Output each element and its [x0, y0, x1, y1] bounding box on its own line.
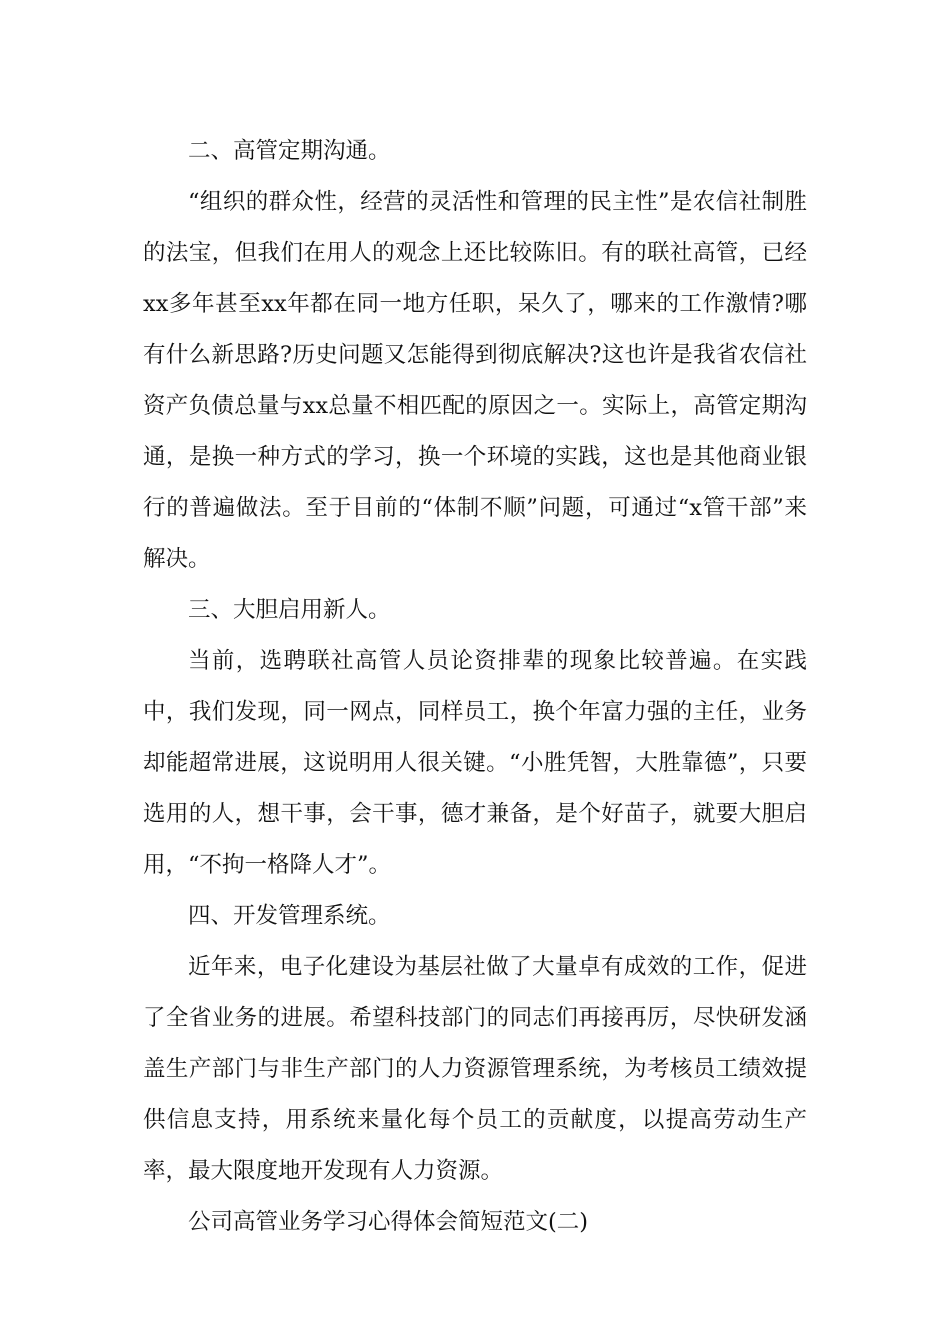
article-title-2: 公司高管业务学习心得体会简短范文(二) — [188, 1209, 589, 1235]
body-paragraph-3: 近年来，电子化建设为基层社做了大量卓有成效的工作，促进了全省业务的进展。希望科技部门的同志们再接再厉，尽快研发涵盖生产部门与非生产部门的人力资源管理系统，为考核员工绩效提供信息支持，用系统来量化每个员工的贡献度，以提高劳动生产率，最大限度地开发现有人力资源。 — [143, 954, 807, 1184]
section-heading-3: 三、大胆启用新人。 — [188, 597, 391, 623]
body-paragraph-1: “组织的群众性，经营的灵活性和管理的民主性”是农信社制胜的法宝，但我们在用人的观念上还比较陈旧。有的联社高管，已经xx多年甚至xx年都在同一地方任职，呆久了，哪来的工作激情?哪有什么新思路?历史问题又怎能得到彻底解决?这也许是我省农信社资产负债总量与xx总量不相匹配的原因之一。实际上，高管定期沟通，是换一种方式的学习，换一个环境的实践，这也是其他商业银行的普遍做法。至于目前的“体制不顺”问题，可通过“x管干部”来解决。 — [143, 189, 807, 572]
section-heading-2: 二、高管定期沟通。 — [188, 138, 391, 164]
section-heading-4: 四、开发管理系统。 — [188, 903, 391, 929]
document-body — [143, 126, 807, 1248]
body-paragraph-2: 当前，选聘联社高管人员论资排辈的现象比较普遍。在实践中，我们发现，同一网点，同样员工，换个年富力强的主任，业务却能超常进展，这说明用人很关键。“小胜凭智，大胜靠德”，只要选用的人，想干事，会干事，德才兼备，是个好苗子，就要大胆启用，“不拘一格降人才”。 — [143, 648, 807, 878]
